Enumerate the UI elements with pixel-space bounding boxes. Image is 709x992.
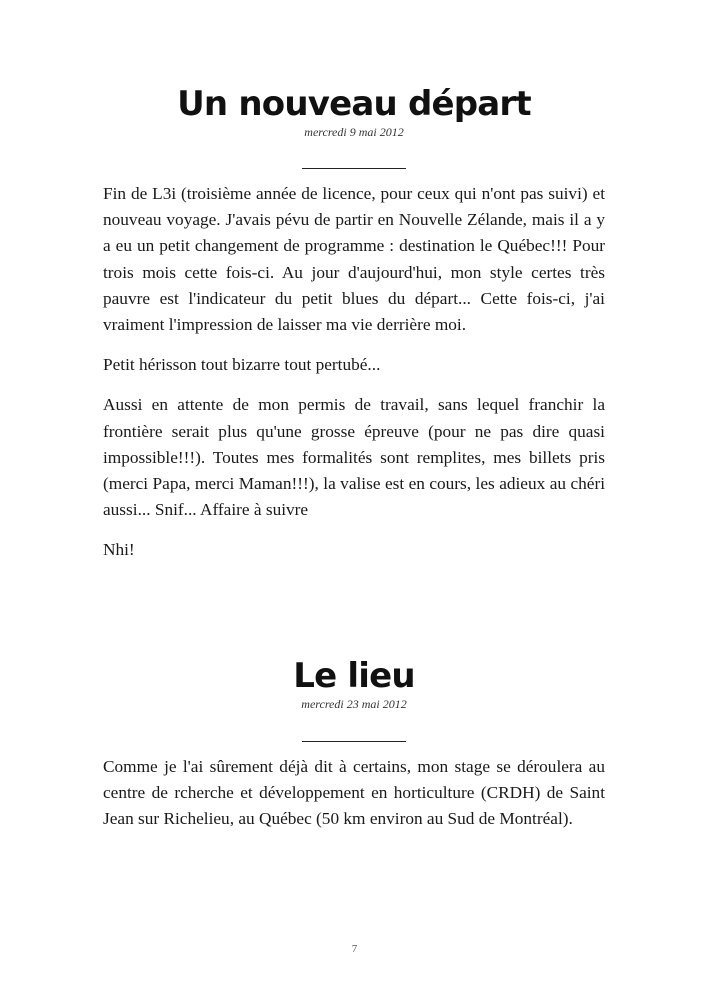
post-date: mercredi 23 mai 2012 [301, 697, 407, 711]
post-date: mercredi 9 mai 2012 [304, 125, 404, 139]
paragraph: Nhi! [103, 540, 135, 560]
title-separator [302, 741, 406, 742]
page-number: 7 [351, 943, 358, 955]
post-body [103, 754, 605, 833]
blog-post [103, 656, 605, 833]
post-title: Un nouveau départ [177, 84, 531, 124]
paragraph: Comme je l'ai sûrement déjà dit à certains, mon stage se déroulera au centre de rcherche et développement en horticulture (CRDH) de Saint Jean sur Richelieu, au Québec (50 km environ au Sud de Montréal). [103, 757, 605, 829]
blog-post [103, 84, 605, 564]
paragraph: Fin de L3i (troisième année de licence, pour ceux qui n'ont pas suivi) et nouveau voyage. J'avais pévu de partir en Nouvelle Zélande, mais il a y a eu un petit changement de programme : destination le Québec!!! Pour trois mois cette fois-ci. Au jour d'aujourd'hui, mon style certes très pauvre est l'indicateur du petit blues du départ... Cette fois-ci, j'ai vraiment l'impression de laisser ma vie derrière moi. [103, 184, 605, 335]
paragraph: Aussi en attente de mon permis de travail, sans lequel franchir la frontière serait plus qu'une grosse épreuve (pour ne pas dire quasi impossible!!!). Toutes mes formalités sont remplites, mes billets pris (merci Papa, merci Maman!!!), la valise est en cours, les adieux au chéri aussi... Snif... Affaire à suivre [103, 395, 605, 520]
paragraph: Petit hérisson tout bizarre tout pertubé... [103, 355, 381, 375]
post-title: Le lieu [293, 656, 415, 696]
post-body [103, 181, 605, 564]
title-separator [302, 168, 406, 169]
